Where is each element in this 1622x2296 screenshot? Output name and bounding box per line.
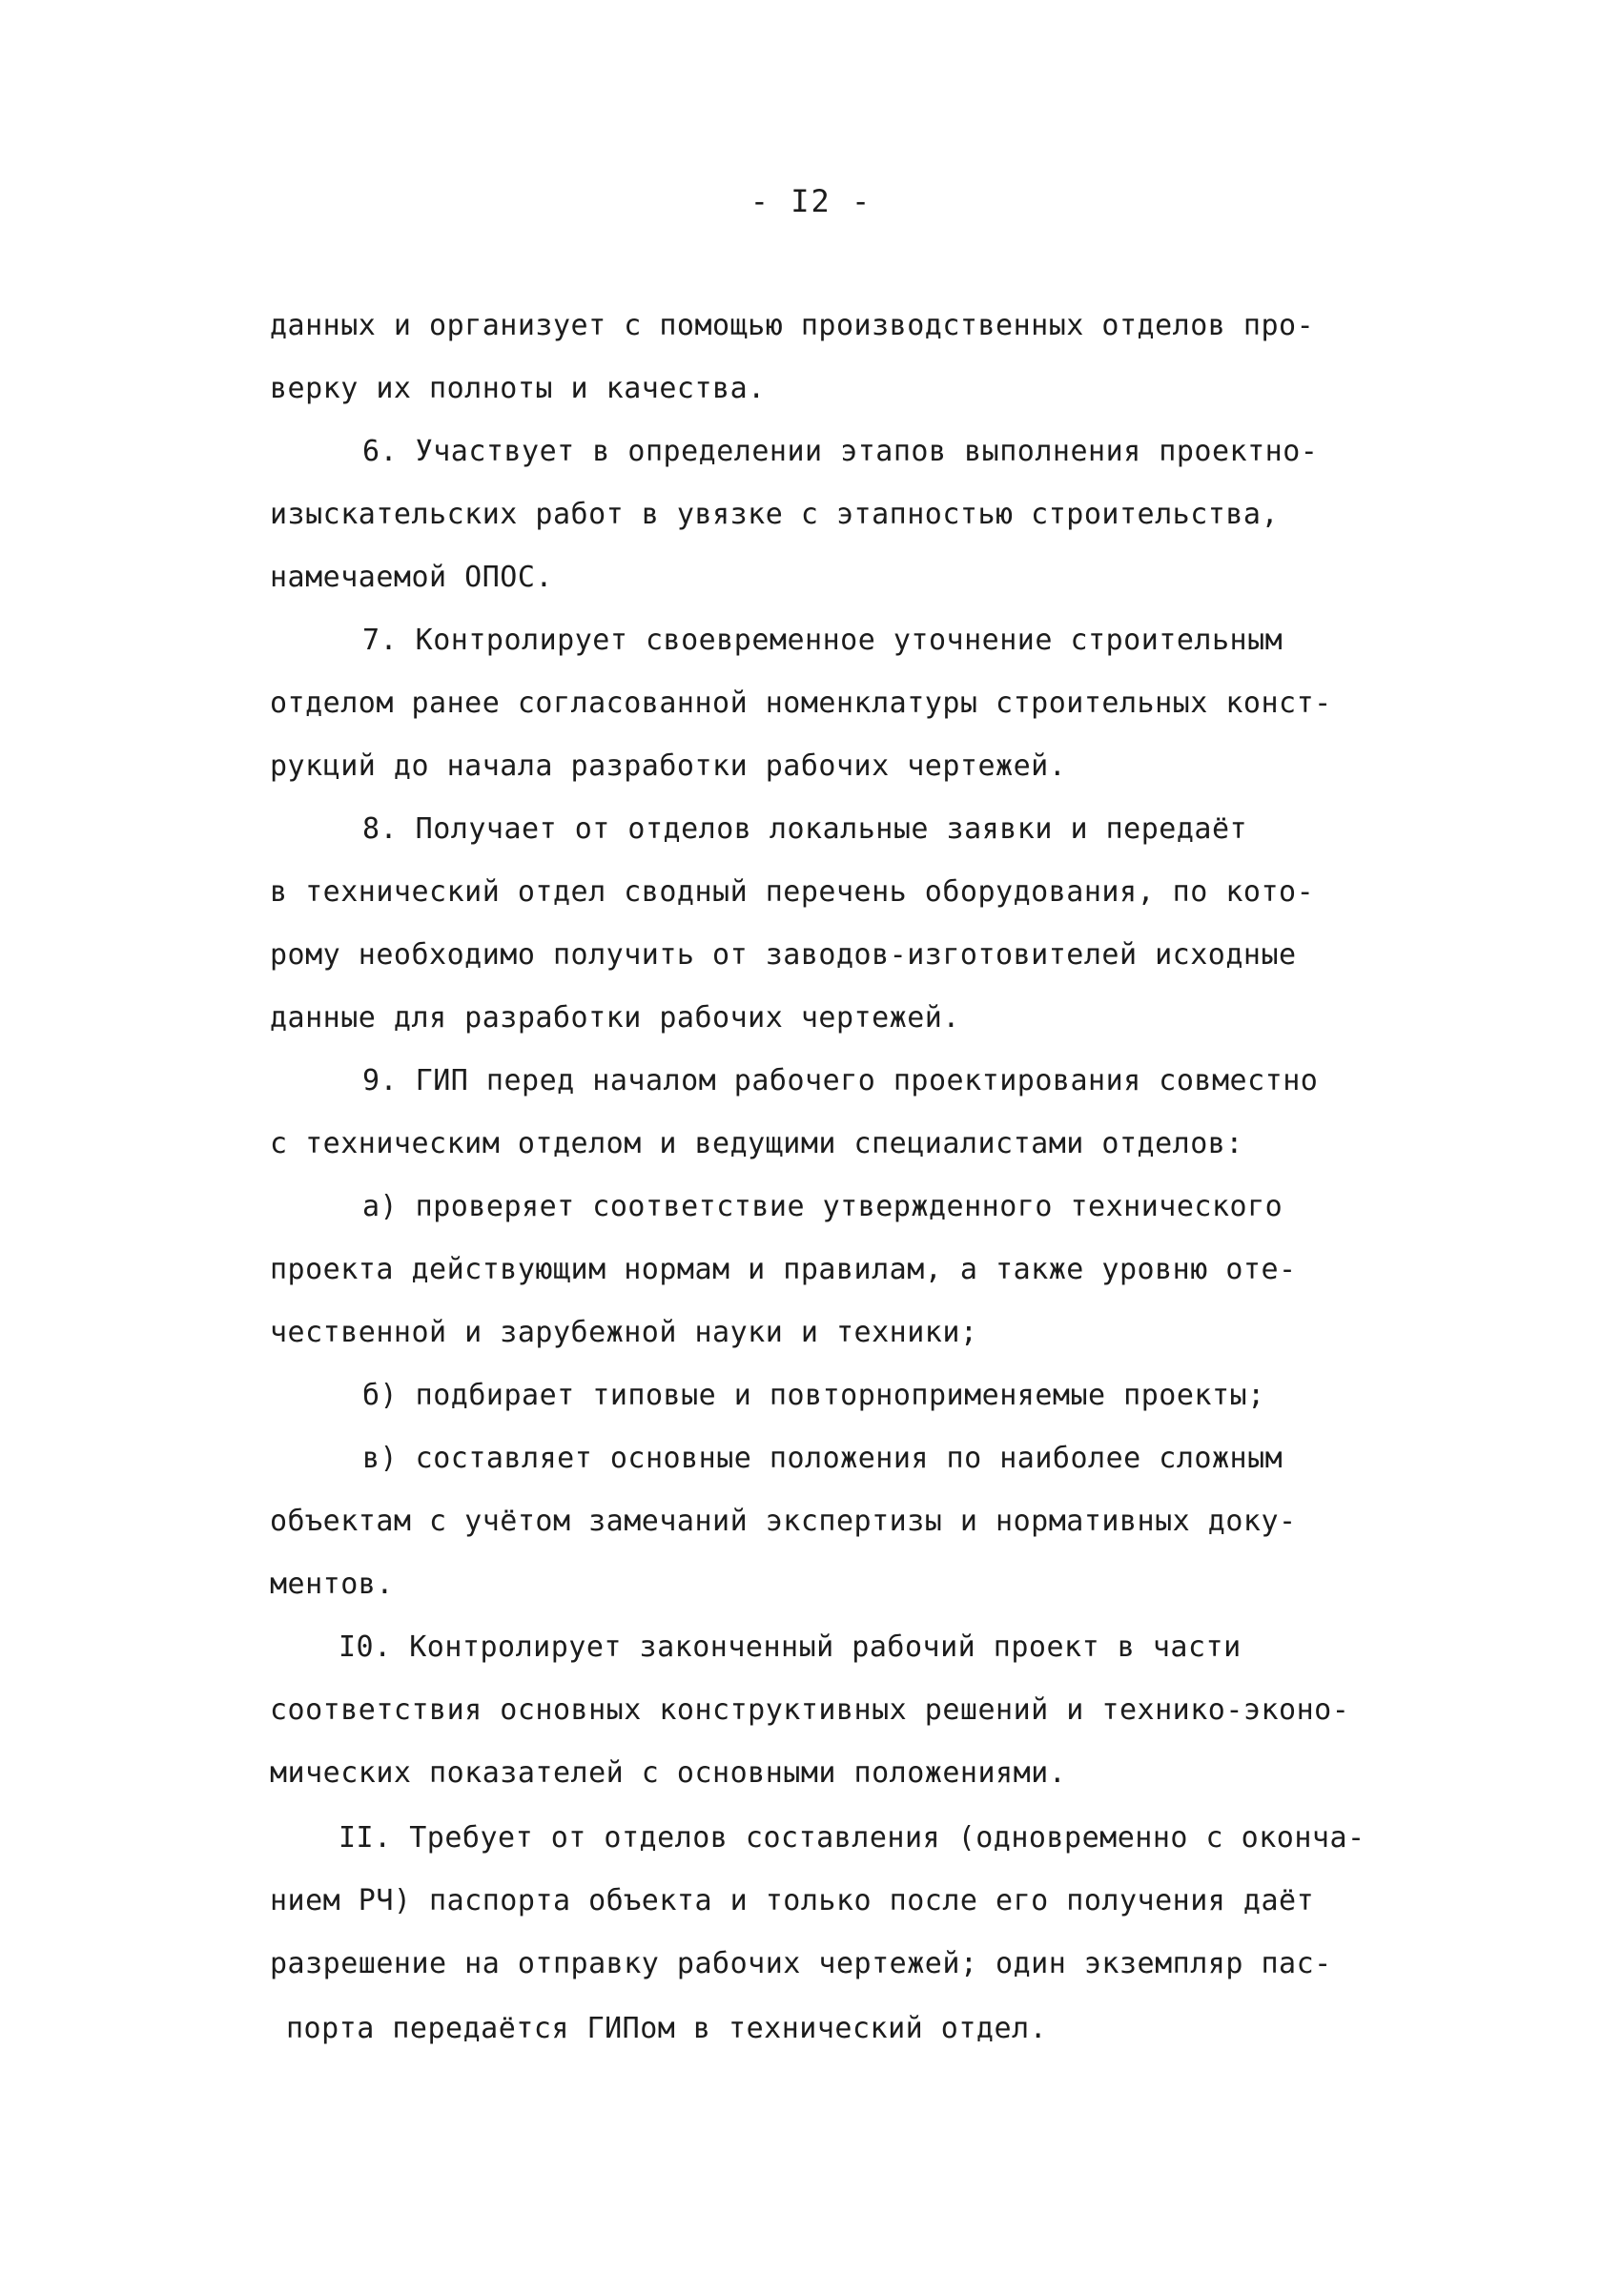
text-line: в технический отдел сводный перечень оборудования, по кото- <box>270 875 1315 909</box>
text-line: данных и организует с помощью производственных отделов про- <box>270 309 1315 342</box>
text-line: изыскательских работ в увязке с этапностью строительства, <box>270 498 1280 531</box>
page-number: - I2 - <box>749 183 873 219</box>
text-line: соответствия основных конструктивных решений и технико-эконо- <box>270 1693 1350 1727</box>
text-line: намечаемой ОПОС. <box>270 561 553 594</box>
text-line: 7. Контролирует своевременное уточнение строительным <box>362 624 1283 657</box>
text-line: мических показателей с основными положениями. <box>270 1756 1067 1790</box>
text-line: порта передаётся ГИПом в технический отдел. <box>286 2012 1048 2045</box>
text-line: в) составляет основные положения по наиболее сложным <box>362 1442 1283 1475</box>
text-line: 6. Участвует в определении этапов выполнения проектно- <box>362 435 1319 468</box>
text-line: отделом ранее согласованной номенклатуры строительных конст- <box>270 687 1332 720</box>
text-line: чественной и зарубежной науки и техники; <box>270 1316 978 1349</box>
text-line: I0. Контролирует законченный рабочий проект в части <box>339 1630 1242 1664</box>
text-line: разрешение на отправку рабочих чертежей; один экземпляр пас- <box>270 1947 1332 1980</box>
text-line: 9. ГИП перед началом рабочего проектирования совместно <box>362 1064 1319 1097</box>
text-line: верку их полноты и качества. <box>270 372 766 405</box>
text-line: с техническим отделом и ведущими специалистами отделов: <box>270 1127 1243 1160</box>
text-line: проекта действующим нормам и правилам, а также уровню оте- <box>270 1253 1297 1286</box>
text-line: данные для разработки рабочих чертежей. <box>270 1001 960 1035</box>
text-line: II. Требует от отделов составления (одновременно с оконча- <box>339 1821 1365 1855</box>
text-line: рому необходимо получить от заводов-изготовителей исходные <box>270 938 1297 972</box>
text-line: а) проверяет соответствие утвержденного технического <box>362 1190 1283 1223</box>
text-line: б) подбирает типовые и повторноприменяемые проекты; <box>362 1379 1265 1412</box>
text-line: объектам с учётом замечаний экспертизы и нормативных доку- <box>270 1505 1297 1538</box>
text-line: нием РЧ) паспорта объекта и только после его получения даёт <box>270 1884 1315 1917</box>
text-line: рукций до начала разработки рабочих чертежей. <box>270 749 1067 783</box>
text-line: 8. Получает от отделов локальные заявки и передаёт <box>362 812 1248 846</box>
text-line: ментов. <box>270 1568 394 1601</box>
